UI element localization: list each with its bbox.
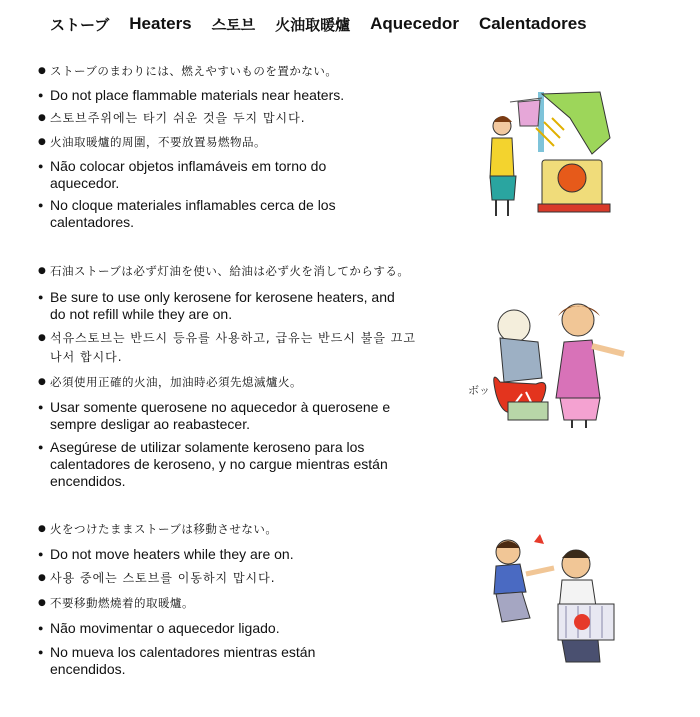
item-ja: ● ストーブのまわりには、燃えやすいものを置かない。 (38, 63, 458, 80)
title-ko: 스토브 (211, 16, 256, 34)
title-es: Calentadores (478, 14, 587, 33)
heater-flame (558, 164, 586, 192)
title-en: Heaters (129, 14, 192, 33)
item-es: ● Asegúrese de utilizar solamente keroseno para los calentadores de keroseno, y no cargue mientras están encendidos. (38, 439, 400, 490)
item-ko: ● 스토브주위에는 타기 쉬운 것을 두지 맙시다. (38, 110, 458, 127)
title-zh: 火油取暖爐 (275, 16, 351, 34)
heater-flame (574, 614, 590, 630)
item-en: ● Do not move heaters while they are on. (38, 546, 458, 563)
item-zh: ● 火油取暖爐的周圍，不要放置易燃物品。 (38, 134, 458, 151)
boy-pants (496, 592, 530, 622)
woman-apron (490, 138, 514, 178)
boy-hair (496, 541, 520, 548)
item-es: ● No cloque materiales inflamables cerca de los calentadores. (38, 197, 380, 231)
item-es: ● No mueva los calentadores mientras están encendidos. (38, 644, 380, 678)
item-pt: ● Não movimentar o aquecedor ligado. (38, 620, 458, 637)
item-ko: ● 석유스토브는 반드시 등유를 사용하고, 급유는 반드시 불을 끄고 나서 합시다. (38, 329, 430, 367)
boy-arm (526, 568, 554, 574)
item-zh: ● 必須使用正確的火油，加油時必須先熄滅爐火。 (38, 374, 458, 391)
item-en: ● Be sure to use only kerosene for kerosene heaters, and do not refill while they are on. (38, 289, 410, 323)
item-zh: ● 不要移動燃燒着的取暖爐。 (38, 595, 458, 612)
fire-sound-text: ボッ (468, 384, 490, 397)
item-pt: ● Usar somente querosene no aquecedor à querosene e sempre desligar ao reabastecer. (38, 399, 420, 433)
man-pants (562, 640, 600, 662)
title-row (50, 10, 690, 38)
boy-shirt (494, 564, 526, 594)
kerosene-illustration (460, 298, 632, 430)
item-ko: ● 사용 중에는 스토브를 이동하지 맙시다. (38, 570, 458, 587)
oil-can-cap (498, 310, 530, 342)
item-en: ● Do not place flammable materials near heaters. (38, 87, 458, 104)
heater-body (508, 402, 548, 420)
section-moving (38, 521, 458, 678)
oil-can (500, 338, 542, 382)
woman-skirt (490, 176, 516, 200)
woman-hair (494, 116, 512, 122)
flammables-illustration (480, 88, 620, 220)
woman-arm (592, 346, 624, 354)
item-ja: ● 火をつけたままストーブは移動させない。 (38, 521, 458, 538)
section-flammables (38, 63, 458, 231)
moving-heater-illustration (482, 528, 632, 668)
title-pt: Aquecedor (370, 14, 459, 33)
title-ja: ストーブ (50, 16, 110, 34)
section-kerosene (38, 263, 458, 490)
hanging-shirt (518, 100, 540, 126)
woman-skirt (560, 398, 600, 420)
alert-mark (534, 534, 544, 544)
item-ja: ● 石油ストーブは必ず灯油を使い、給油は必ず火を消してからする。 (38, 263, 470, 280)
heater-base (538, 204, 610, 212)
item-pt: ● Não colocar objetos inflamáveis em torno do aquecedor. (38, 158, 380, 192)
man-hair (562, 550, 590, 558)
